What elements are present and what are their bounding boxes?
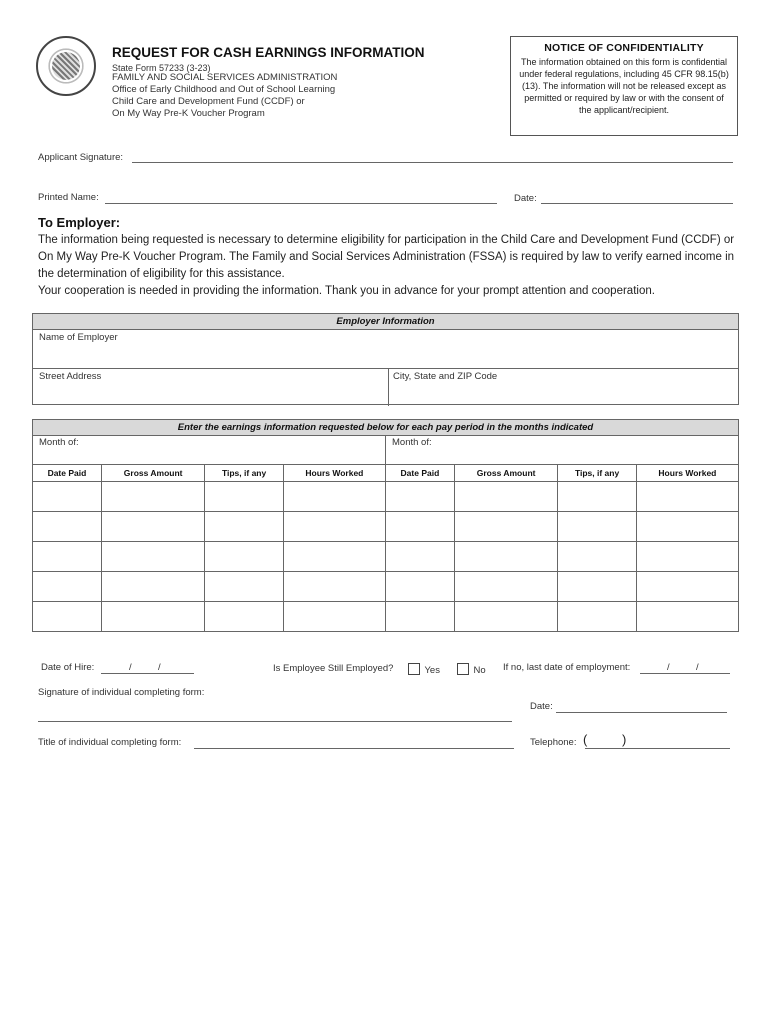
table-cell[interactable] (454, 542, 558, 572)
table-cell[interactable] (558, 482, 636, 512)
city-state-zip-field[interactable] (389, 369, 738, 406)
table-row (33, 542, 739, 572)
table-row (33, 602, 739, 632)
employer-info-section (32, 313, 739, 405)
table-cell[interactable] (558, 602, 636, 632)
employer-info-band: Employer Information (33, 314, 738, 330)
col-gross-amount-2: Gross Amount (454, 465, 558, 482)
still-employed-label: Is Employee Still Employed? (273, 663, 394, 674)
agency-line-4: On My Way Pre-K Voucher Program (112, 108, 265, 119)
street-address-label: Street Address (39, 371, 102, 382)
yes-checkbox[interactable] (408, 663, 420, 675)
table-cell[interactable] (636, 512, 738, 542)
street-address-field[interactable] (33, 369, 389, 406)
table-cell[interactable] (385, 512, 454, 542)
earnings-band: Enter the earnings information requested below for each pay period in the months indicated (33, 420, 738, 436)
yes-option[interactable] (408, 660, 440, 678)
col-hours-worked-2: Hours Worked (636, 465, 738, 482)
month-of-label-left: Month of: (39, 437, 79, 448)
table-cell[interactable] (205, 512, 283, 542)
notice-body: The information obtained on this form is confidential under federal regulations, including 45 CFR 98.15(b)(13). The information will not be released except as permitted or required by law or with the consent of the applicant/recipient. (519, 57, 729, 115)
table-cell[interactable] (636, 602, 738, 632)
applicant-signature-field[interactable] (132, 162, 733, 163)
last-date-field[interactable] (640, 673, 730, 674)
table-cell[interactable] (636, 482, 738, 512)
form-title: REQUEST FOR CASH EARNINGS INFORMATION (112, 45, 425, 60)
table-cell[interactable] (385, 602, 454, 632)
col-date-paid-2: Date Paid (385, 465, 454, 482)
no-label: No (473, 665, 486, 676)
month-of-field-left[interactable] (33, 436, 386, 466)
to-employer-paragraph-2: Your cooperation is needed in providing the information. Thank you in advance for your prompt attention and cooperation. (38, 285, 655, 297)
form-number: State Form 57233 (3-23) (112, 63, 211, 73)
table-cell[interactable] (101, 542, 205, 572)
printed-name-label: Printed Name: (38, 192, 99, 203)
table-cell[interactable] (33, 512, 102, 542)
telephone-label: Telephone: (530, 737, 577, 748)
table-cell[interactable] (205, 482, 283, 512)
table-cell[interactable] (454, 512, 558, 542)
table-cell[interactable] (283, 512, 385, 542)
table-cell[interactable] (385, 542, 454, 572)
to-employer-heading: To Employer: (38, 215, 121, 230)
last-date-slashes: / / (667, 662, 699, 673)
table-row (33, 512, 739, 542)
table-cell[interactable] (205, 542, 283, 572)
col-tips: Tips, if any (205, 465, 283, 482)
date-of-hire-field[interactable] (101, 673, 194, 674)
table-cell[interactable] (283, 602, 385, 632)
table-cell[interactable] (636, 572, 738, 602)
table-cell[interactable] (33, 602, 102, 632)
completer-signature-label: Signature of individual completing form: (38, 687, 205, 698)
table-cell[interactable] (283, 542, 385, 572)
table-cell[interactable] (636, 542, 738, 572)
yes-label: Yes (424, 665, 440, 676)
col-hours-worked: Hours Worked (283, 465, 385, 482)
no-option[interactable] (457, 660, 486, 678)
date-of-hire-slashes: / / (129, 662, 161, 673)
table-cell[interactable] (558, 572, 636, 602)
agency-line-2: Office of Early Childhood and Out of School Learning (112, 84, 336, 95)
telephone-field[interactable] (585, 748, 730, 749)
applicant-signature-label: Applicant Signature: (38, 152, 124, 163)
col-gross-amount: Gross Amount (101, 465, 205, 482)
table-cell[interactable] (283, 572, 385, 602)
month-of-field-right[interactable] (386, 436, 738, 466)
to-employer-paragraph-1: The information being requested is necessary to determine eligibility for participation in the Child Care and Development Fund (CCDF) or On My Way Pre-K Voucher Program. The Family and Social Services Administration (FSSA) is required by law to verify earned income in the determination of eligibility for this assistance. (38, 234, 735, 280)
city-state-zip-label: City, State and ZIP Code (393, 371, 498, 382)
table-cell[interactable] (454, 572, 558, 602)
employer-address-row (33, 369, 738, 406)
earnings-table (32, 464, 739, 632)
completer-date-field[interactable] (556, 712, 727, 713)
employer-name-field[interactable] (33, 330, 738, 369)
table-cell[interactable] (101, 572, 205, 602)
date-of-hire-label: Date of Hire: (41, 662, 95, 673)
applicant-date-field[interactable] (541, 203, 733, 204)
table-cell[interactable] (33, 542, 102, 572)
completer-title-label: Title of individual completing form: (38, 737, 182, 748)
completer-date-label: Date: (530, 701, 553, 712)
table-cell[interactable] (33, 572, 102, 602)
telephone-paren-close: ) (622, 732, 627, 747)
to-employer-text (38, 232, 738, 300)
completer-signature-field[interactable] (38, 721, 512, 722)
last-date-label: If no, last date of employment: (503, 662, 631, 673)
agency-line-3: Child Care and Development Fund (CCDF) or (112, 96, 305, 107)
table-cell[interactable] (101, 602, 205, 632)
earnings-section (32, 419, 739, 465)
table-cell[interactable] (385, 482, 454, 512)
col-date-paid: Date Paid (33, 465, 102, 482)
month-of-label-right: Month of: (392, 437, 432, 448)
earnings-header-row (33, 465, 739, 482)
table-cell[interactable] (558, 542, 636, 572)
agency-line-1: FAMILY AND SOCIAL SERVICES ADMINISTRATION (112, 72, 338, 83)
table-cell[interactable] (33, 482, 102, 512)
applicant-date-label: Date: (514, 193, 537, 204)
telephone-paren-open: ( (583, 732, 588, 747)
confidentiality-notice (510, 36, 738, 136)
notice-title: NOTICE OF CONFIDENTIALITY (544, 42, 704, 54)
table-cell[interactable] (205, 572, 283, 602)
table-cell[interactable] (101, 512, 205, 542)
table-cell[interactable] (101, 482, 205, 512)
table-cell[interactable] (454, 602, 558, 632)
table-row (33, 572, 739, 602)
no-checkbox[interactable] (457, 663, 469, 675)
employer-name-label: Name of Employer (39, 332, 118, 343)
printed-name-field[interactable] (105, 203, 497, 204)
table-row (33, 482, 739, 512)
table-cell[interactable] (454, 482, 558, 512)
table-cell[interactable] (283, 482, 385, 512)
table-cell[interactable] (385, 572, 454, 602)
table-cell[interactable] (558, 512, 636, 542)
table-cell[interactable] (205, 602, 283, 632)
completer-title-field[interactable] (194, 748, 514, 749)
col-tips-2: Tips, if any (558, 465, 636, 482)
state-seal-icon (36, 36, 96, 96)
